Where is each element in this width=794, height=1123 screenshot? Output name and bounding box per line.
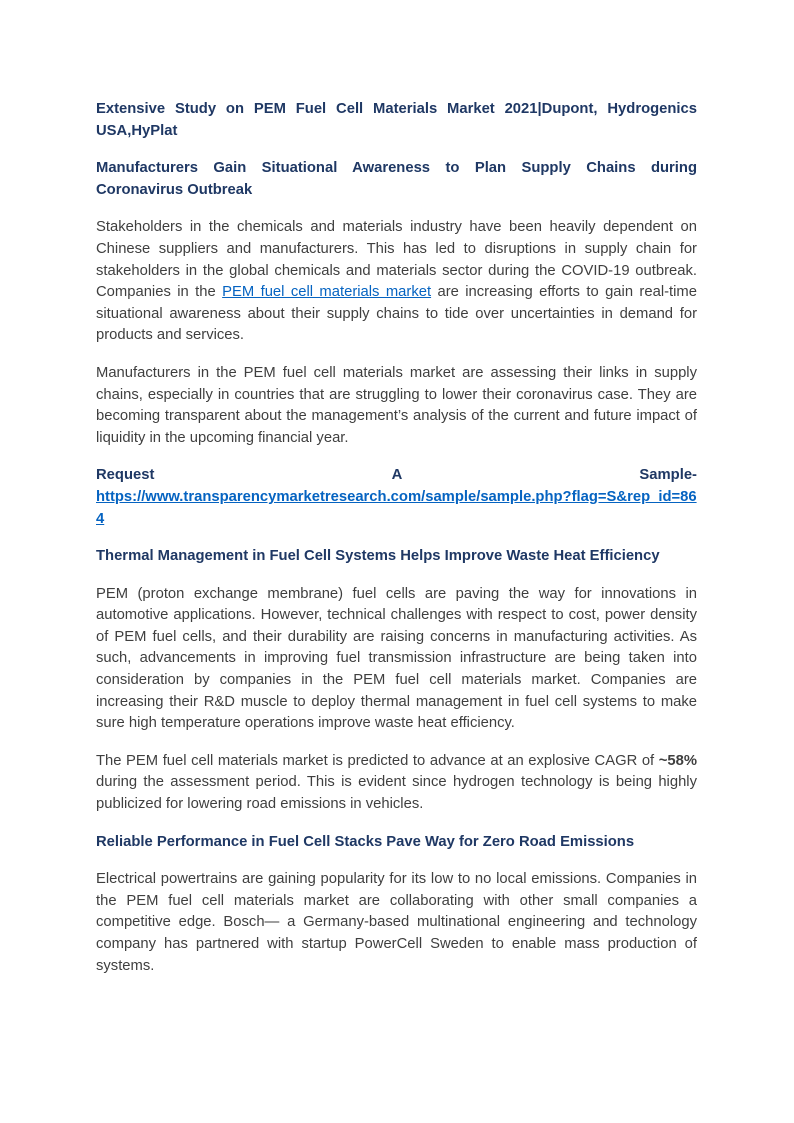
- request-sample-block: [96, 465, 697, 530]
- paragraph-4-after-bold: during the assessment period. This is evident since hydrogen technology is being highly publicized for lowering road emissions in vehicles.: [96, 774, 697, 813]
- paragraph-pem-innovations: PEM (proton exchange membrane) fuel cells are paving the way for innovations in automotive applications. However, technical challenges with respect to cost, power density of PEM fuel cells, and their durability are raising concerns in manufacturing activities. As such, advancements in improving fuel transmission infrastructure are being taken into consideration by companies in the PEM fuel cell materials market. Companies are increasing their R&D muscle to deploy thermal management in fuel cell systems to make sure high temperature operations improve waste heat efficiency.: [96, 585, 697, 732]
- request-sample-label: [96, 465, 697, 487]
- a-word: A: [391, 467, 403, 484]
- paragraph-powertrains: Electrical powertrains are gaining popularity for its low to no local emissions. Companies in the PEM fuel cell materials market are collaborating with other small companies a competitive edge. Bosch— a Germany-based multinational engineering and technology company has partnered with startup PowerCell Sweden to enable mass production of systems.: [96, 871, 697, 974]
- request-word: Request: [96, 467, 155, 484]
- subheading-thermal-management: Thermal Management in Fuel Cell Systems Helps Improve Waste Heat Efficiency: [96, 548, 660, 565]
- paragraph-1-before-link: Stakeholders in the chemicals and materials industry have been heavily dependent on Chinese suppliers and manufacturers. This has led to disruptions in supply chain for stakeholders in the global chemicals and materials sector during the COVID-19 outbreak. Companies in the: [96, 219, 697, 301]
- sample-word: Sample-: [639, 467, 697, 484]
- cagr-value: ~58%: [658, 752, 697, 769]
- paragraph-1-after-link: are increasing efforts to gain real-time situational awareness about their supply chains to tide over uncertainties in demand for products and services.: [96, 284, 697, 344]
- paragraph-manufacturers: Manufacturers in the PEM fuel cell materials market are assessing their links in supply chains, especially in countries that are struggling to lower their coronavirus case. They are becoming transparent about the management’s analysis of the current and future impact of liquidity in the upcoming financial year.: [96, 364, 697, 446]
- subheading-reliable-performance: Reliable Performance in Fuel Cell Stacks Pave Way for Zero Road Emissions: [96, 833, 635, 850]
- paragraph-cagr: [96, 751, 697, 816]
- subheading-supply-chains: Manufacturers Gain Situational Awareness to Plan Supply Chains during Coronavirus Outbreak: [96, 160, 697, 198]
- paragraph-stakeholders: [96, 217, 697, 347]
- title-heading: Extensive Study on PEM Fuel Cell Materials Market 2021|Dupont, Hydrogenics USA,HyPlat: [96, 101, 697, 139]
- paragraph-4-before-bold: The PEM fuel cell materials market is predicted to advance at an explosive CAGR of: [96, 752, 659, 769]
- pem-market-link[interactable]: PEM fuel cell materials market: [222, 284, 432, 301]
- sample-url-link[interactable]: https://www.transparencymarketresearch.com/sample/sample.php?flag=S&rep_id=864: [96, 488, 697, 527]
